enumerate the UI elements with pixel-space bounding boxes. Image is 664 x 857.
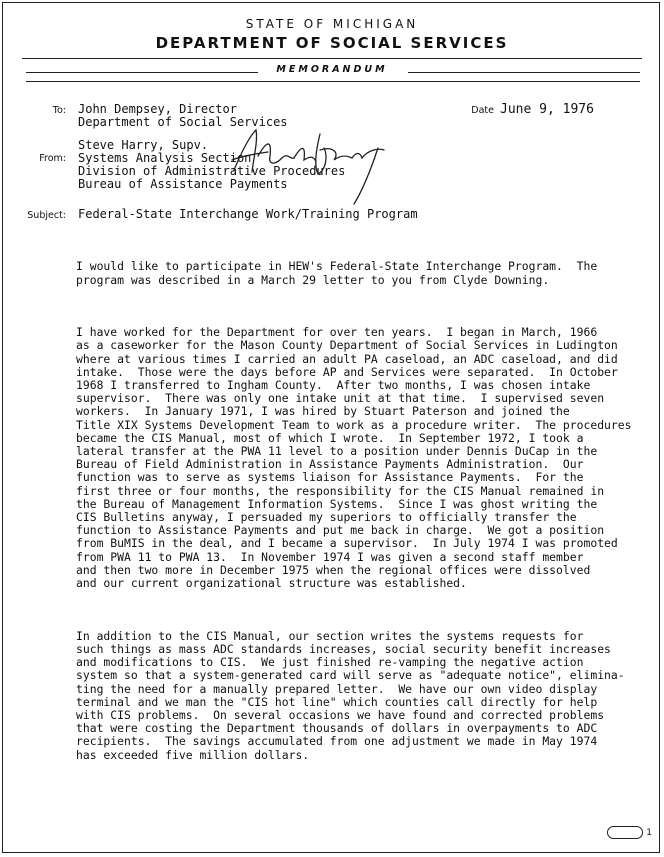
- department-heading: DEPARTMENT OF SOCIAL SERVICES: [155, 34, 509, 52]
- from-name: Steve Harry, Supv.: [78, 138, 209, 152]
- from-label: From:: [39, 153, 66, 164]
- memo-label: MEMORANDUM: [276, 64, 388, 75]
- from-section: Systems Analysis Section: [78, 151, 252, 165]
- state-heading: STATE OF MICHIGAN: [245, 17, 419, 31]
- page-footer: [607, 826, 652, 839]
- body-paragraph: I would like to participate in HEW's Federal-State Interchange Program. The program was described in a March 29 letter to you from Clyde Downing.: [76, 259, 598, 287]
- to-department: Department of Social Services: [78, 115, 288, 129]
- from-division: Division of Administrative Procedures: [78, 164, 346, 178]
- memo-rule-right: [408, 72, 640, 73]
- to-name: John Dempsey, Director: [78, 102, 237, 116]
- page-number: 1: [646, 827, 652, 838]
- date-value: June 9, 1976: [500, 102, 594, 117]
- date-label: Date: [471, 105, 494, 116]
- header-rule: [22, 58, 642, 59]
- body-paragraph: In addition to the CIS Manual, our section writes the systems requests for such things as mass ADC standards increases, social security benefit increases and modifications to CIS. We just finished re-vamping the negative action system so that a system-generated card will serve as "adequate notice", elimina- ting the need for a manually prepared letter. We have our own video display terminal and we man the "CIS hot line" which counties call directly for help with CIS problems. On several occasions we have found and corrected problems that were costing the Department thousands of dollars in overpayments to ADC recipients. The savings accumulated from one adjustment we made in May 1974 has exceeded five million dollars.: [76, 628, 625, 762]
- to-label: To:: [52, 105, 66, 116]
- subject-label: Subject:: [27, 210, 66, 221]
- union-bug-stamp: [607, 826, 643, 839]
- body-paragraph: I have worked for the Department for over ten years. I began in March, 1966 as a caseworker for the Mason County Department of Social Services in Ludington where at various times I carried an adult PA caseload, an ADC caseload, and did intake. Those were the days before AP and Services were separated. In October 1968 I transferred to Ingham County. After two months, I was chosen intake supervisor. There was only one intake unit at that time. I supervised seven workers. In January 1971, I was hired by Stuart Paterson and joined the Title XIX Systems Development Team to work as a procedure writer. The procedures became the CIS Manual, most of which I wrote. In September 1972, I took a lateral transfer at the PWA 11 level to a position under Dennis DuCap in the Bureau of Field Administration in Assistance Payments Administration. Our function was to serve as systems liaison for Assistance Payments. For the first three or four months, the responsibility for the CIS Manual remained in the Bureau of Management Information Systems. Since I was ghost writing the CIS Bulletins anyway, I persuaded my superiors to officially transfer the function to Assistance Payments and put me back in charge. We got a position from BuMIS in the deal, and I became a supervisor. In July 1974 I was promoted from PWA 11 to PWA 13. In November 1974 I was given a second staff member and then two more in December 1975 when the regional offices were dissolved and our current organizational structure was established.: [76, 325, 632, 591]
- memo-rule-bottom: [26, 81, 640, 82]
- from-bureau: Bureau of Assistance Payments: [78, 177, 288, 191]
- memo-body: [76, 234, 656, 788]
- subject-value: Federal-State Interchange Work/Training Program: [78, 207, 418, 221]
- handwritten-signature: [228, 126, 388, 206]
